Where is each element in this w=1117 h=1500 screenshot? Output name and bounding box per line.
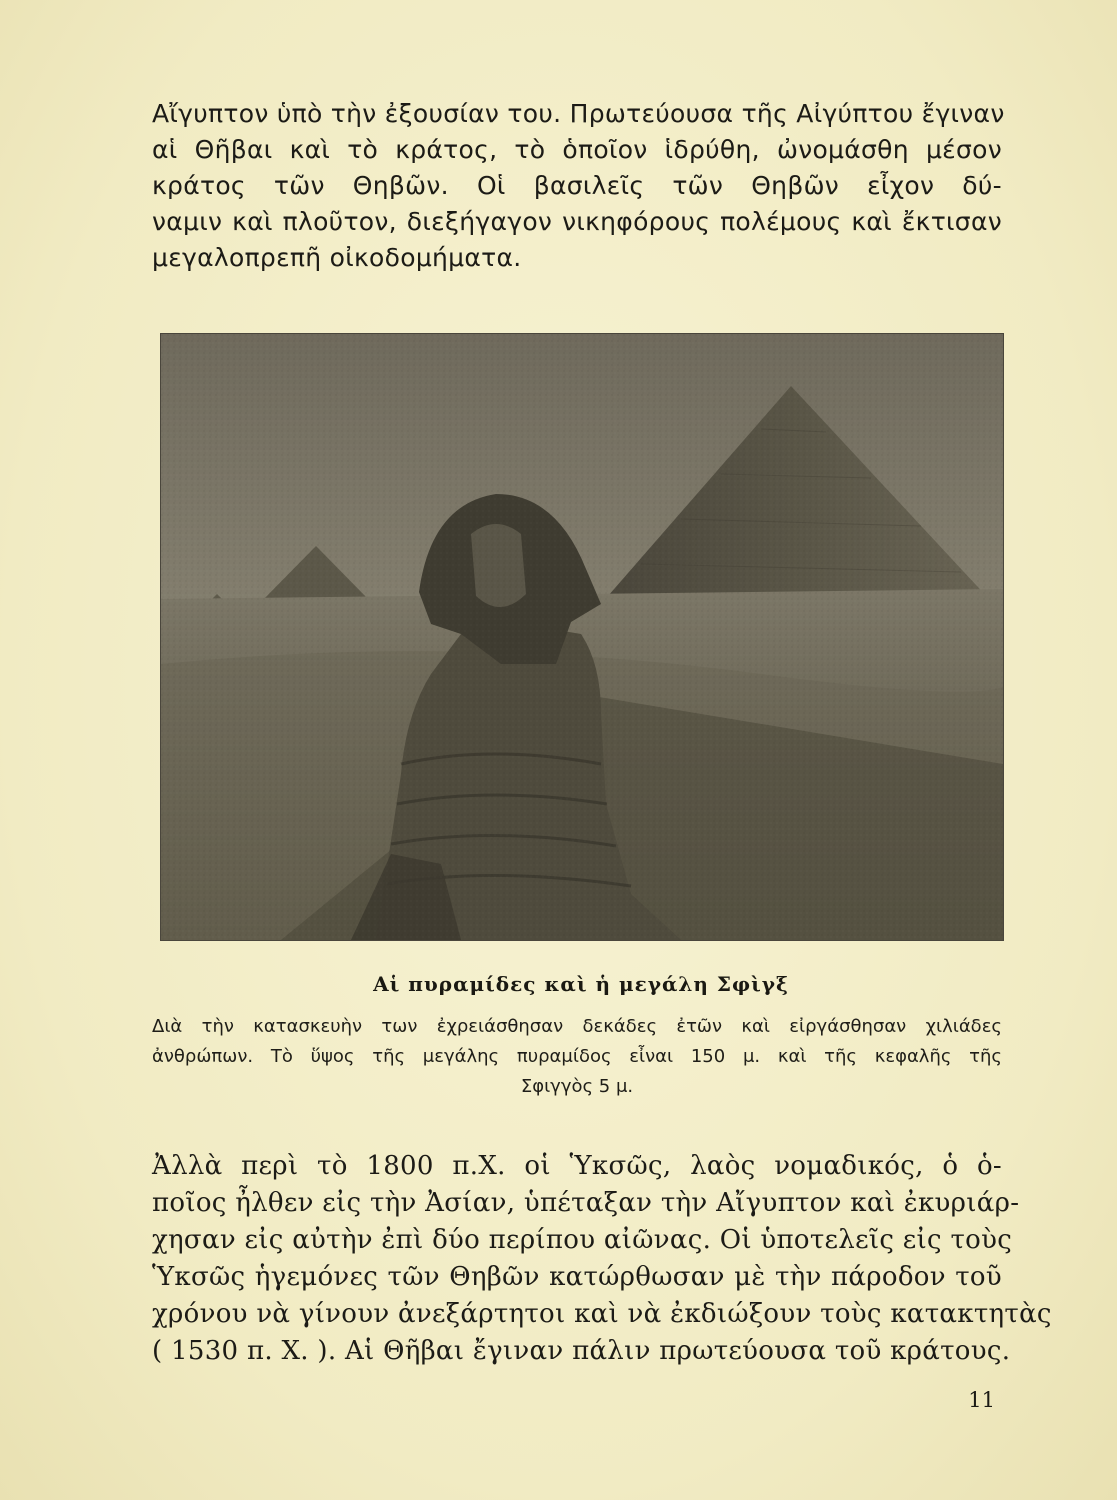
- text-line: Ἀλλὰ περὶ τὸ 1800 π.Χ. οἱ Ὑκσῶς, λαὸς νομαδικός, ὁ ὁ-: [152, 1151, 1002, 1181]
- page-number: 11: [968, 1388, 995, 1412]
- text-line: Αἴγυπτον ὑπὸ τὴν ἐξουσίαν του. Πρωτεύουσα τῆς Αἰγύπτου ἔγιναν: [152, 99, 1005, 128]
- text-line: αἱ Θῆβαι καὶ τὸ κράτος, τὸ ὁποῖον ἱδρύθη, ὠνομάσθη μέσον: [152, 135, 1002, 164]
- text-line: Ὑκσῶς ἡγεμόνες τῶν Θηβῶν κατώρθωσαν μὲ τὴν πάροδον τοῦ: [152, 1262, 1002, 1292]
- text-line: κράτος τῶν Θηβῶν. Οἱ βασιλεῖς τῶν Θηβῶν εἶχον δύ-: [152, 171, 1002, 200]
- caption-line: Σφιγγὸς 5 μ.: [520, 1076, 634, 1097]
- figure-caption-title: Αἱ πυραμίδες καὶ ἡ μεγάλη Σφὶγξ: [373, 972, 789, 996]
- top-paragraph: [152, 96, 1005, 276]
- caption-line: ἀνθρώπων. Τὸ ὕψος τῆς μεγάλης πυραμίδος εἶναι 150 μ. καὶ τῆς κεφαλῆς τῆς: [152, 1046, 1002, 1067]
- bottom-paragraph: [152, 1148, 1052, 1370]
- sphinx-pyramids-photo: [160, 333, 1004, 941]
- text-line: ( 1530 π. Χ. ). Αἱ Θῆβαι ἔγιναν πάλιν πρωτεύουσα τοῦ κράτους.: [152, 1336, 1011, 1366]
- figure-caption: [152, 1012, 1002, 1102]
- caption-line: Διὰ τὴν κατασκευὴν των ἐχρειάσθησαν δεκάδες ἐτῶν καὶ εἰργάσθησαν χιλιάδες: [152, 1016, 1002, 1037]
- text-line: ποῖος ἦλθεν εἰς τὴν Ἀσίαν, ὑπέταξαν τὴν Αἴγυπτον καὶ ἐκυριάρ-: [152, 1188, 1020, 1218]
- text-line: χησαν εἰς αὐτὴν ἐπὶ δύο περίπου αἰῶνας. Οἱ ὑποτελεῖς εἰς τοὺς: [152, 1225, 1013, 1255]
- text-line: μεγαλοπρεπῆ οἰκοδομήματα.: [152, 243, 522, 272]
- photo-illustration: [161, 334, 1003, 940]
- text-line: χρόνου νὰ γίνουν ἀνεξάρτητοι καὶ νὰ ἐκδιώξουν τοὺς κατακτητὰς: [152, 1299, 1052, 1329]
- text-line: ναμιν καὶ πλοῦτον, διεξήγαγον νικηφόρους πολέμους καὶ ἔκτισαν: [152, 207, 1002, 236]
